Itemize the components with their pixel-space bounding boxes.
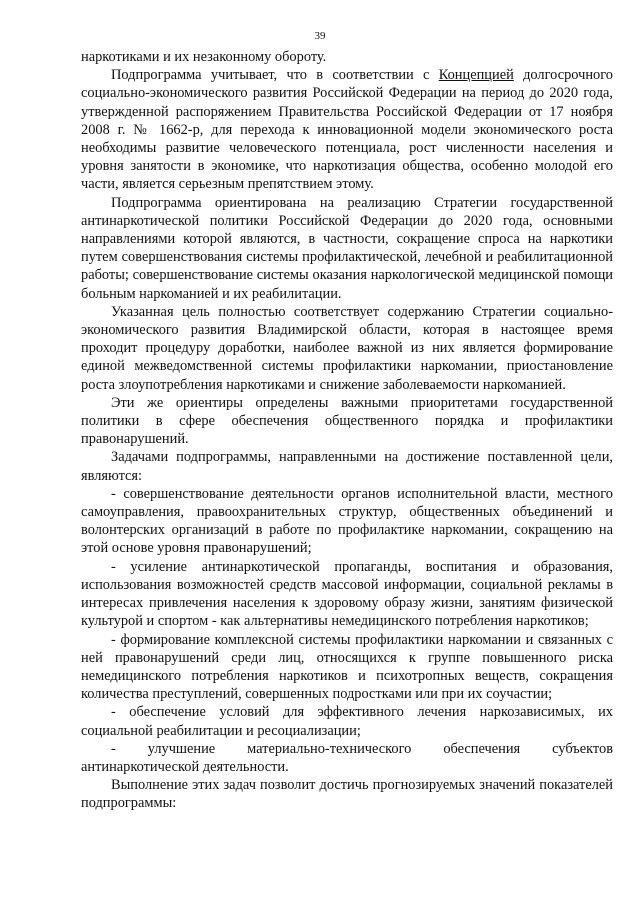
list-item-1: - совершенствование деятельности органов исполнительной власти, местного самоуправления, правоохранительных структур, общественных объединений и волонтерских организаций в работе по профилактике наркомании, сокращению на этой основе уровня правонарушений; bbox=[81, 485, 613, 557]
paragraph-6: Задачами подпрограммы, направленными на достижение поставленной цели, являются: bbox=[81, 449, 613, 484]
paragraph-final: Выполнение этих задач позволит достичь прогнозируемых значений показателей подпрограммы: bbox=[81, 777, 613, 812]
page-body bbox=[81, 48, 613, 813]
paragraph-5: Эти же ориентиры определены важными приоритетами государственной политики в сфере обеспечения общественного порядка и профилактики правонарушений. bbox=[81, 394, 613, 448]
page-number: 39 bbox=[314, 30, 326, 42]
paragraph-4: Указанная цель полностью соответствует содержанию Стратегии социально-экономического развития Владимирской области, которая в настоящее время проходит процедуру доработки, наиболее важной из них является формирование единой межведомственной системы профилактики наркомании, приостановление роста злоупотребления наркотиками и снижение заболеваемости наркоманией. bbox=[81, 303, 613, 393]
list-item-2: - усиление антинаркотической пропаганды, воспитания и образования, использования возможностей средств массовой информации, социальной рекламы в интересах привлечения населения к здоровому образу жизни, занятиям физической культурой и спортом - как альтернативы немедицинского потребления наркотиков; bbox=[81, 558, 613, 630]
paragraph-1: наркотиками и их незаконному обороту. bbox=[81, 49, 327, 65]
paragraph-2-text-after: долгосрочного социально-экономического развития Российской Федерации на период до 2020 года, утвержденной распоряжением Правительства Российской Федерации от 17 ноября 2008 г. № 1662-р, для перехода к инновационной модели экономического роста необходимы развитие человеческого потенциала, рост численности населения и уровня занятости в экономике, что наркотизация общества, особенно молодой его части, является серьезным препятствием этому. bbox=[81, 67, 613, 193]
paragraph-3: Подпрограмма ориентирована на реализацию Стратегии государственной антинаркотической политики Российской Федерации до 2020 года, основными направлениями которой являются, в частности, сокращение спроса на наркотики путем совершенствования системы профилактической, лечебной и реабилитационной работы; совершенствование системы оказания наркологической медицинской помощи больным наркоманией и их реабилитации. bbox=[81, 194, 613, 302]
list-item-3: - формирование комплексной системы профилактики наркомании и связанных с ней правонарушений среди лиц, относящихся к группе повышенного риска немедицинского потребления наркотиков и психотропных веществ, сокращения количества преступлений, совершенных подростками или при их соучастии; bbox=[81, 631, 613, 703]
list-item-5: - улучшение материально-технического обеспечения субъектов антинаркотической деятельности. bbox=[81, 740, 613, 775]
paragraph-2 bbox=[81, 66, 613, 193]
concept-link[interactable]: Концепцией bbox=[438, 67, 514, 84]
paragraph-2-text-before: Подпрограмма учитывает, что в соответствии с bbox=[111, 67, 439, 84]
list-item-4: - обеспечение условий для эффективного лечения наркозависимых, их социальной реабилитации и ресоциализации; bbox=[81, 704, 613, 739]
